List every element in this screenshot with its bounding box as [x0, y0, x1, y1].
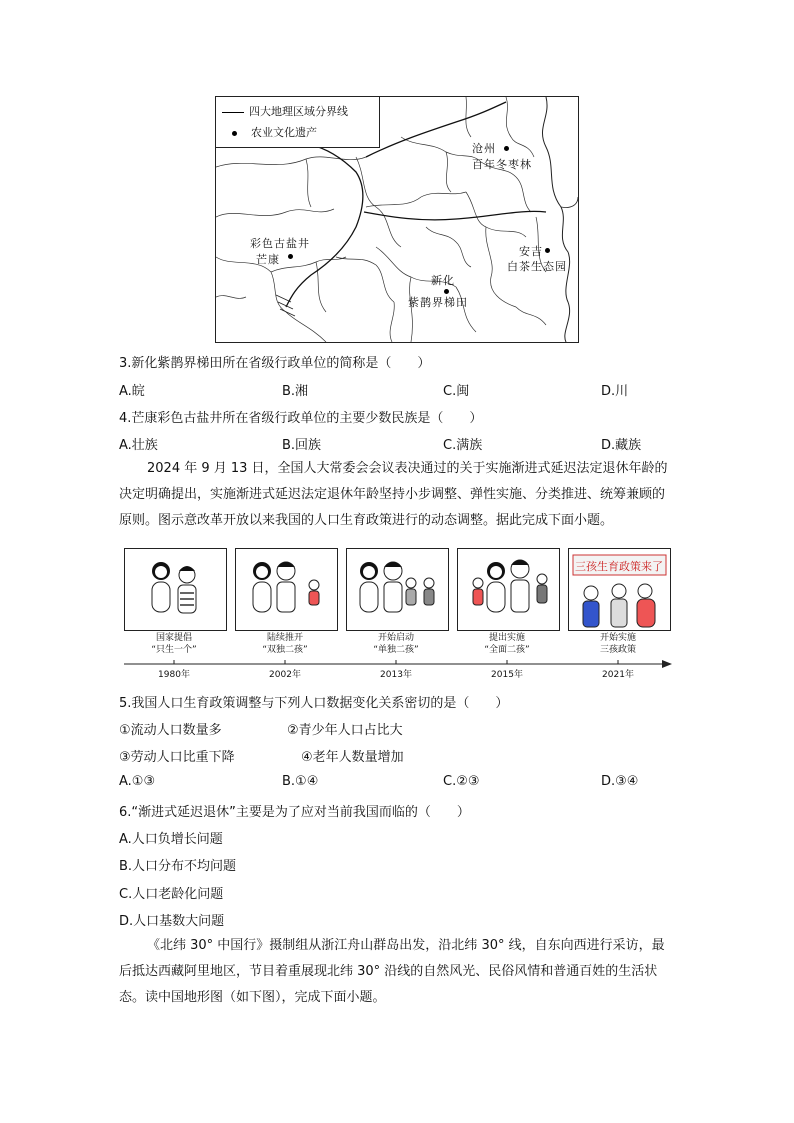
panel-2015: [457, 548, 560, 631]
label-xinhua: 新化: [431, 274, 455, 287]
caption-2002: 陆续推开 “双独二孩”: [262, 633, 308, 655]
q5-item-3: ③劳动人口比重下降: [119, 750, 235, 765]
caption-2021: 开始实施 三孩政策: [599, 633, 636, 655]
q5-item-1: ①流动人口数量多: [119, 723, 222, 738]
q4-option-c[interactable]: C.满族: [443, 438, 483, 453]
couple-illustration-icon: [125, 549, 226, 630]
passage-retirement: 2024 年 9 月 13 日，全国人大常委会会议表决通过的关于实施渐进式延迟法定退休年龄的决定明确提出，实施渐进式延迟法定退休年龄坚持小步调整、弹性实施、分类推进、统筹兼顾的原则。图示意改革开放以来我国的人口生育政策进行的动态调整。据此完成下面小题。: [119, 461, 668, 528]
q3-option-b[interactable]: B.湘: [282, 384, 309, 399]
q5-stem: 5.我国人口生育政策调整与下列人口数据变化关系密切的是（ ）: [119, 696, 509, 711]
family-all-two-children-icon: [458, 549, 559, 630]
banner-text: 三孩生育政策来了: [575, 560, 663, 573]
year-2002: 2002年: [269, 670, 301, 680]
panel-1980: [124, 548, 227, 631]
label-anji-site: 白茶生态园: [507, 260, 567, 273]
q6-option-b[interactable]: B.人口分布不均问题: [119, 859, 237, 874]
q3-option-d[interactable]: D.川: [601, 384, 629, 399]
q6-option-d[interactable]: D.人口基数大问题: [119, 914, 225, 929]
family-two-children-icon: [236, 549, 337, 630]
caption-2015: 提出实施 “全面二孩”: [484, 633, 530, 655]
q5-item-2: ②青少年人口占比大: [287, 723, 403, 738]
q3-stem: 3.新化紫鹊界梯田所在省级行政单位的简称是（ ）: [119, 356, 431, 371]
agricultural-heritage-map: [215, 96, 579, 343]
birth-policy-timeline: [124, 548, 672, 680]
year-2015: 2015年: [491, 670, 523, 680]
year-2021: 2021年: [602, 670, 634, 680]
q5-option-d[interactable]: D.③④: [601, 774, 639, 789]
q4-option-b[interactable]: B.回族: [282, 438, 322, 453]
q6-option-c[interactable]: C.人口老龄化问题: [119, 887, 224, 902]
legend-boundary-label: 四大地理区域分界线: [249, 105, 348, 118]
panel-2002: [235, 548, 338, 631]
label-caise: 彩色古盐井: [250, 237, 310, 250]
q6-stem: 6.“渐进式延迟退休”主要是为了应对当前我国而临的（ ）: [119, 805, 470, 820]
passage-north-latitude-30: 《北纬 30° 中国行》摄制组从浙江舟山群岛出发，沿北纬 30° 线，自东向西进行采访，最后抵达西藏阿里地区，节目着重展现北纬 30° 沿线的自然风光、民俗风情和普通百姓的生活状态。读中国地形图（如下图），完成下面小题。: [119, 938, 665, 1005]
label-mangkang: 芒康: [256, 253, 280, 266]
label-cangzhou-site: 百年冬枣林: [472, 158, 532, 171]
q5-option-b[interactable]: B.①④: [282, 774, 319, 789]
three-child-policy-poster-icon: [569, 549, 670, 630]
q3-option-a[interactable]: A.皖: [119, 384, 145, 399]
q4-option-a[interactable]: A.壮族: [119, 438, 158, 453]
panel-2021: [568, 548, 671, 631]
q6-option-a[interactable]: A.人口负增长问题: [119, 832, 223, 847]
q3-option-c[interactable]: C.闽: [443, 384, 470, 399]
map-legend: [216, 97, 380, 148]
label-xinhua-site: 紫鹊界梯田: [408, 296, 468, 309]
year-1980: 1980年: [158, 670, 190, 680]
label-anji: 安吉: [519, 245, 543, 258]
caption-1980: 国家提倡 “只生一个”: [151, 633, 197, 655]
q5-option-a[interactable]: A.①③: [119, 774, 156, 789]
family-single-child-icon: [347, 549, 448, 630]
caption-2013: 开始启动 “单独二孩”: [373, 633, 419, 655]
mangkang-marker: [288, 254, 293, 259]
q4-option-d[interactable]: D.藏族: [601, 438, 642, 453]
heritage-dot-icon: [232, 131, 237, 136]
year-2013: 2013年: [380, 670, 412, 680]
label-cangzhou: 沧州: [472, 142, 496, 155]
legend-heritage-label: 农业文化遗产: [251, 126, 317, 139]
q5-option-c[interactable]: C.②③: [443, 774, 480, 789]
cangzhou-marker: [504, 146, 509, 151]
anji-marker: [545, 248, 550, 253]
boundary-line-icon: [222, 112, 244, 113]
q4-stem: 4.芒康彩色古盐井所在省级行政单位的主要少数民族是（ ）: [119, 411, 483, 426]
panel-2013: [346, 548, 449, 631]
q5-item-4: ④老年人数量增加: [301, 750, 404, 765]
